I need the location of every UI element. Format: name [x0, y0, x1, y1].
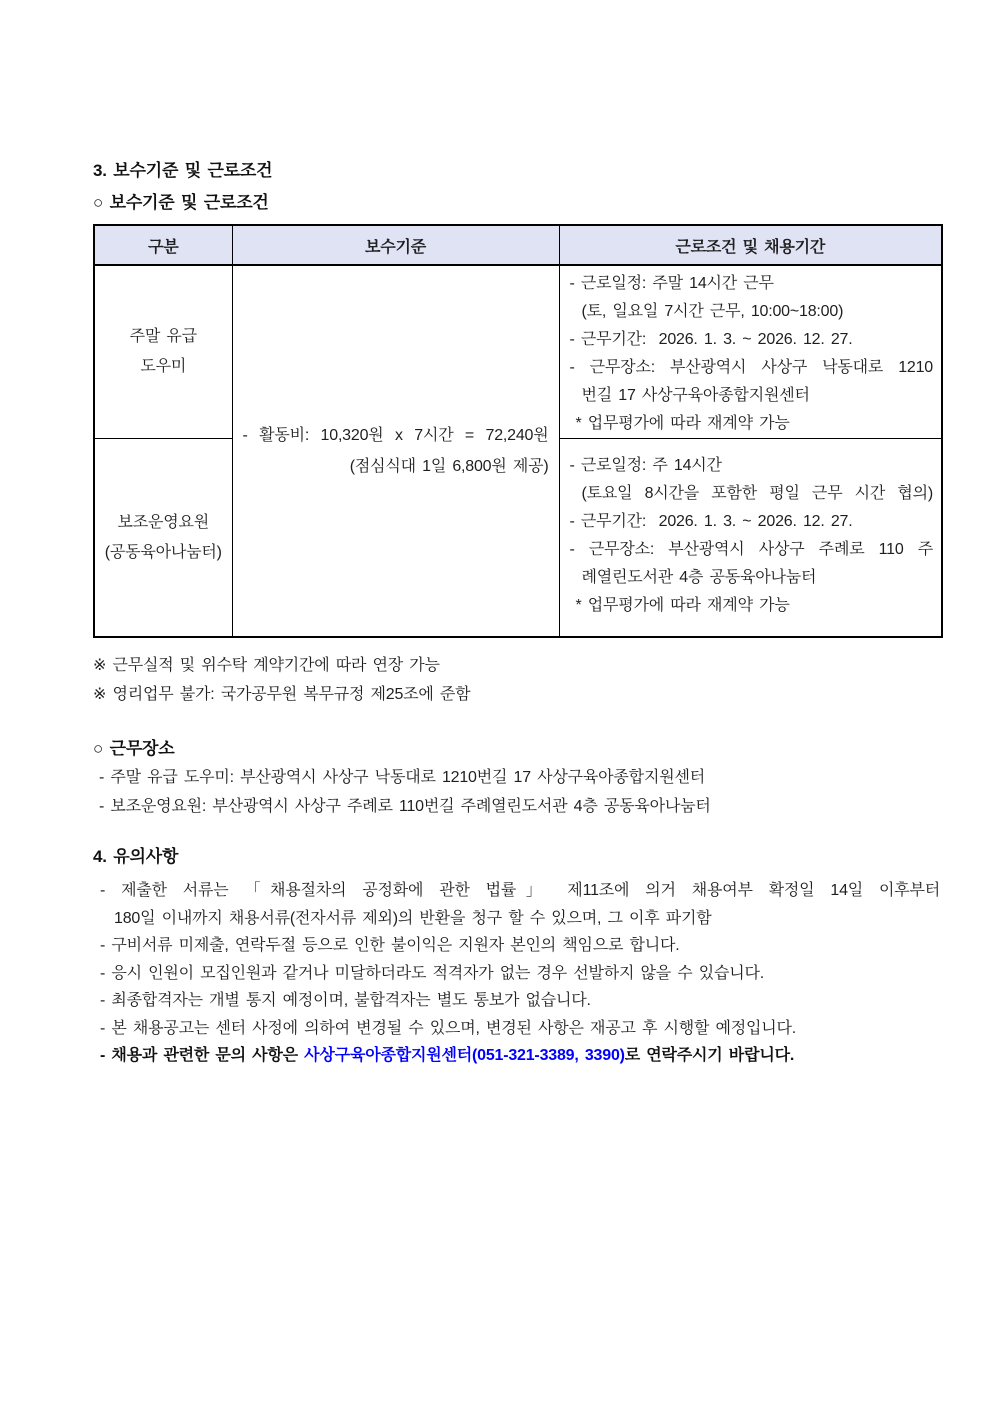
condition-line: - 근무장소: 부산광역시 사상구 낙동대로 1210	[569, 359, 933, 376]
condition-line: (토, 일요일 7시간 근무, 10:00~18:00)	[581, 303, 844, 320]
condition-line: - 근무장소: 부산광역시 사상구 주례로 110 주	[569, 541, 933, 558]
section3-subtitle: ○ 보수기준 및 근로조건	[93, 193, 269, 212]
caution-item-missing-documents: - 구비서류 미제출, 연락두절 등으로 인한 불이익은 지원자 본인의 책임으로 합니다.	[100, 937, 680, 954]
cautions-list	[93, 877, 941, 1070]
contact-prefix: - 채용과 관련한 문의 사항은	[100, 1047, 305, 1064]
condition-line: * 업무평가에 따라 재계약 가능	[575, 415, 790, 432]
section3-title: 3. 보수기준 및 근로조건	[93, 161, 273, 180]
pay-standard-cell	[232, 265, 559, 637]
condition-line: (토요일 8시간을 포함한 평일 근무 시간 협의)	[581, 485, 933, 502]
column-header-work-conditions: 근로조건 및 채용기간	[559, 225, 942, 265]
pay-conditions-table	[93, 224, 943, 638]
workplace-item-weekend-helper: - 주말 유급 도우미: 부산광역시 사상구 낙동대로 1210번길 17 사상구육아종합지원센터	[99, 769, 705, 786]
table-footnotes	[93, 651, 941, 709]
cautions-section	[93, 843, 941, 1070]
category-cell-assistant-staff	[94, 439, 232, 638]
condition-line: - 근로일정: 주 14시간	[569, 457, 722, 474]
caution-item-final-notice: - 최종합격자는 개별 통지 예정이며, 불합격자는 별도 통보가 없습니다.	[100, 992, 591, 1009]
category-line: 도우미	[140, 358, 187, 375]
caution-item-changes: - 본 채용공고는 센터 사정에 의하여 변경될 수 있으며, 변경된 사항은 재공고 후 시행할 예정입니다.	[100, 1019, 797, 1037]
cautions-title: 4. 유의사항	[93, 847, 179, 866]
table-header-row	[94, 225, 942, 265]
condition-line: 번길 17 사상구육아종합지원센터	[581, 387, 810, 404]
column-header-category: 구분	[94, 225, 232, 265]
category-cell-weekend-helper	[94, 265, 232, 439]
condition-line: 례열린도서관 4층 공동육아나눔터	[581, 569, 817, 586]
conditions-cell-assistant-staff	[559, 439, 942, 638]
workplace-section	[93, 735, 941, 821]
condition-line: - 근무기간: 2026. 1. 3. ~ 2026. 12. 27.	[569, 513, 853, 530]
condition-line: - 근로일정: 주말 14시간 근무	[569, 275, 774, 292]
condition-line: * 업무평가에 따라 재계약 가능	[575, 597, 790, 614]
contact-center-phone: 사상구육아종합지원센터(051-321-3389, 3390)	[304, 1047, 625, 1064]
caution-item-no-selection: - 응시 인원이 모집인원과 같거나 미달하더라도 적격자가 없는 경우 선발하지 않을 수 있습니다.	[100, 964, 765, 982]
caution-item-contact	[93, 1042, 941, 1070]
caution-item-document-return: - 제출한 서류는 「채용절차의 공정화에 관한 법률」 제11조에 의거 채용여부 확정일 14일 이후부터	[100, 882, 940, 899]
pay-line: - 활동비: 10,320원 x 7시간 = 72,240원	[242, 427, 549, 444]
conditions-cell-weekend-helper	[559, 265, 942, 439]
category-line: 보조운영요원	[117, 513, 210, 531]
condition-line: - 근무기간: 2026. 1. 3. ~ 2026. 12. 27.	[569, 331, 853, 348]
category-line: 주말 유급	[129, 328, 197, 345]
workplace-item-assistant-staff: - 보조운영요원: 부산광역시 사상구 주례로 110번길 주례열린도서관 4층 공동육아나눔터	[99, 798, 711, 815]
contact-suffix: 로 연락주시기 바랍니다.	[624, 1047, 795, 1064]
category-line: (공동육아나눔터)	[104, 543, 222, 561]
footnote-no-profit-work: ※ 영리업무 불가: 국가공무원 복무규정 제25조에 준함	[93, 686, 471, 703]
table-row-weekend-helper	[94, 265, 942, 439]
workplace-title: ○ 근무장소	[93, 739, 175, 758]
pay-line: (점심식대 1일 6,800원 제공)	[349, 458, 549, 475]
footnote-extension: ※ 근무실적 및 위수탁 계약기간에 따라 연장 가능	[93, 657, 440, 674]
caution-item-document-return-cont: 180일 이내까지 채용서류(전자서류 제외)의 반환을 청구 할 수 있으며, 그 이후 파기함	[114, 909, 712, 927]
column-header-pay-standard: 보수기준	[232, 225, 559, 265]
